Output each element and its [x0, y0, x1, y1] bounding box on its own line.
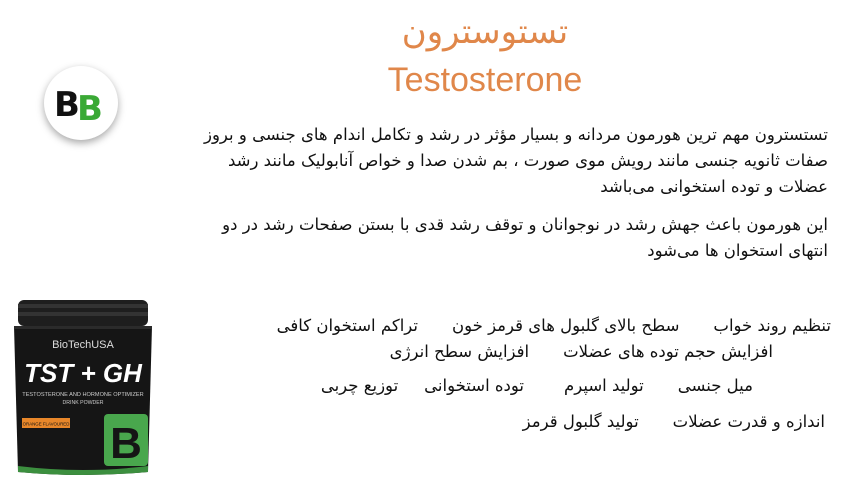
benefits-line-4: [523, 410, 825, 434]
page-title-english: Testosterone: [387, 61, 583, 99]
benefits-line-1: [277, 314, 831, 338]
benefit-item: تنظیم روند خواب: [713, 316, 831, 335]
logo-letter-2: B: [77, 89, 103, 129]
benefit-item: افزایش حجم توده های عضلات: [563, 342, 773, 361]
benefit-item: توزیع چربی: [320, 376, 399, 395]
benefit-item: توده استخوانی: [424, 376, 525, 395]
benefit-item: تراکم استخوان کافی: [276, 316, 418, 335]
bb-logo: [44, 66, 118, 140]
paragraph-growth: این هورمون باعث جهش رشد در نوجوانان و توقف رشد قدی با بستن صفحات رشد در دو انتهای استخوان ها می‌شود: [222, 215, 828, 260]
benefit-item: تولید اسپرم: [564, 376, 644, 395]
benefit-item: افزایش سطح انرژی: [389, 342, 530, 361]
flavour-label: ORANGE FLAVOURED: [22, 421, 70, 427]
benefit-item: تولید گلبول قرمز: [522, 412, 639, 431]
product-brand: BioTechUSA: [52, 339, 114, 351]
benefit-item: اندازه و قدرت عضلات: [672, 412, 825, 431]
product-name: TST + GH: [24, 358, 142, 388]
brand-b-letter: B: [110, 419, 142, 468]
product-subtitle: TESTOSTERONE AND HORMONE OPTIMIZER: [22, 392, 144, 398]
benefits-line-2: [390, 340, 773, 364]
benefits-line-3: [321, 374, 753, 398]
logo-letter-1: B: [54, 85, 80, 125]
product-image: [8, 296, 158, 476]
bb-logo-icon: [44, 66, 118, 140]
page-title-persian: تستوسترون: [401, 12, 569, 52]
supplement-tub-icon: [8, 296, 158, 476]
benefit-item: میل جنسی: [677, 376, 753, 395]
paragraph-intro: تستسترون مهم ترین هورمون مردانه و بسیار مؤثر در رشد و تکامل اندام های جنسی و بروز صفات ثانویه جنسی مانند رویش موی صورت ، بم شدن صدا و خواص آنابولیک مانند رشد عضلات و توده استخوانی می‌باشد: [203, 125, 828, 196]
product-subtitle-2: DRINK POWDER: [62, 400, 104, 406]
benefit-item: سطح بالای گلبول های قرمز خون: [451, 316, 680, 335]
